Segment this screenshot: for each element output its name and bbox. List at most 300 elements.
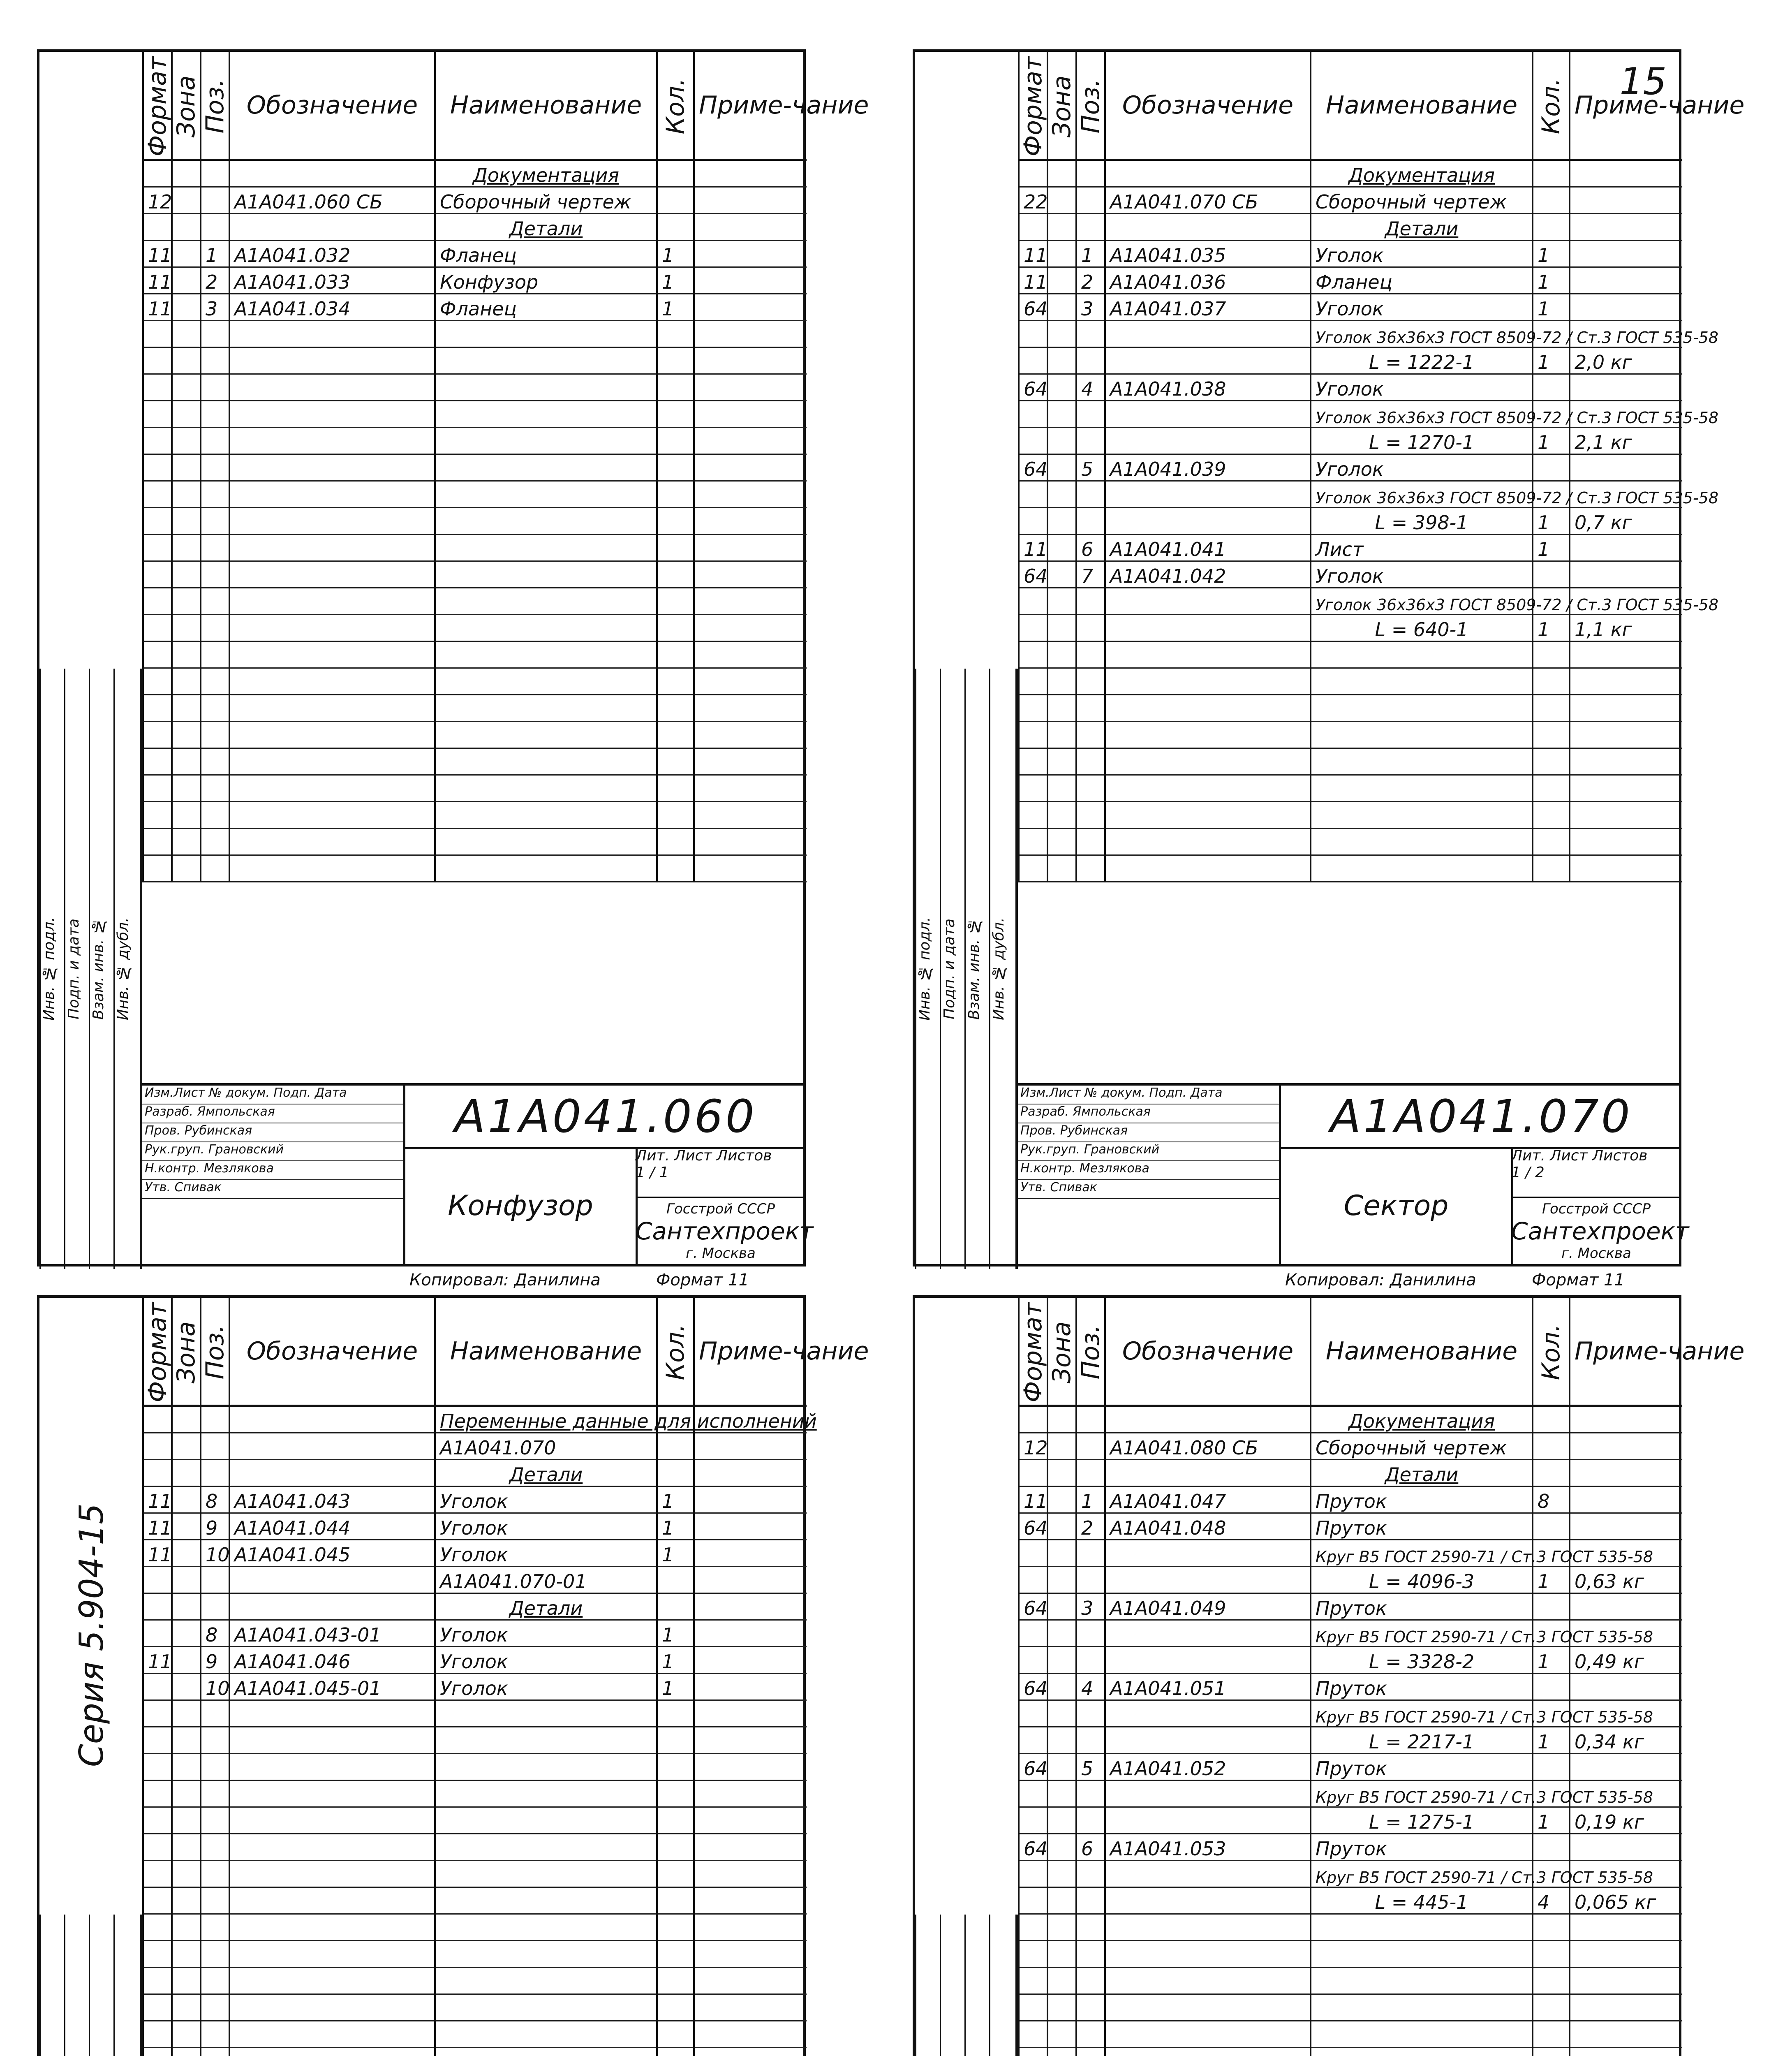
designation-cell: А1А041.036 [1105,267,1311,294]
table-row [1019,2021,1682,2048]
name-cell: Уголок [1311,294,1533,321]
note-cell: 2,1 кг [1570,428,1682,454]
table-row [143,374,807,401]
qty-cell: 1 [1533,347,1570,374]
side-label: Взам. инв. № [964,669,989,1269]
table-row [143,1674,807,1700]
format-cell: 11 [1019,267,1047,294]
name-cell: Пруток [1311,1754,1533,1780]
title-block [142,1083,814,1264]
designation-cell: А1А041.053 [1105,1834,1311,1861]
header-zone: Зона [1047,52,1076,160]
header-designation: Обозначение [1105,52,1311,160]
name-cell: Сборочный чертеж [1311,1433,1533,1460]
table-header [1019,52,1682,160]
table-row [1019,1540,1682,1567]
table-row [1019,695,1682,722]
name-cell: L = 398-1 [1311,508,1533,535]
table-row [1019,802,1682,829]
table-row [143,1620,807,1647]
designation-cell: А1А041.052 [1105,1754,1311,1780]
drawing-code: А1А041.060 [405,1086,806,1149]
signatures: Изм.Лист № докум. Подп. Дата Разраб. Ямпольская Пров. Рубинская Рук.груп. Грановский Н.контр. Мезлякова Утв. Спивак [1018,1086,1281,1264]
side-label [915,1915,940,2056]
header-note: Приме-чание [694,52,807,160]
qty-cell: 1 [1533,1567,1570,1593]
table-row [1019,1460,1682,1486]
qty-cell: 1 [657,267,694,294]
name-cell: Детали [435,1593,657,1620]
qty-cell: 1 [1533,241,1570,267]
name-cell: Уголок 36х36х3 ГОСТ 8509-72 / Ст.3 ГОСТ 535-58 [1311,321,1533,347]
format-cell: 11 [143,1486,172,1513]
qty-cell: 1 [657,1674,694,1700]
qty-cell: 1 [1533,535,1570,561]
designation-cell: А1А041.032 [229,241,435,267]
table-row [143,1861,807,1887]
name-cell: Детали [435,1460,657,1486]
table-row [1019,1674,1682,1700]
header-designation: Обозначение [229,1298,435,1406]
qty-cell: 1 [657,294,694,321]
table-row [1019,588,1682,615]
table-row [1019,1807,1682,1834]
header-zone: Зона [172,52,201,160]
table-row [1019,775,1682,802]
note-cell: 0,19 кг [1570,1807,1682,1834]
designation-cell: А1А041.043-01 [229,1620,435,1647]
qty-cell: 1 [1533,428,1570,454]
table-row [143,508,807,535]
table-row [1019,160,1682,187]
table-row [1019,1834,1682,1861]
format-cell: 64 [1019,1513,1047,1540]
pos-cell: 7 [1076,561,1105,588]
pos-cell: 3 [201,294,229,321]
qty-cell: 1 [1533,294,1570,321]
sheet-060 [37,49,869,1290]
name-cell: Уголок [435,1513,657,1540]
table-row [1019,1968,1682,1994]
name-cell: Уголок [435,1620,657,1647]
header-name: Наименование [1311,1298,1533,1406]
name-cell: Пруток [1311,1486,1533,1513]
table-row [143,2048,807,2056]
side-block [915,1915,1018,2056]
pos-cell: 8 [201,1620,229,1647]
header-note: Приме-чание [1570,52,1682,160]
pos-cell: 5 [1076,1754,1105,1780]
table-row [143,1887,807,1914]
table-header [143,52,807,160]
table-row [1019,241,1682,267]
side-label: Инв. № дубл. [989,669,1015,1269]
pos-cell: 4 [1076,374,1105,401]
qty-cell: 4 [1533,1887,1570,1914]
table-row [143,187,807,214]
table-row [143,160,807,187]
format-cell: 64 [1019,1834,1047,1861]
table-row [143,347,807,374]
lit-sheet: Лит. Лист Листов 1 / 1 [636,1147,806,1198]
side-label [113,1915,140,2056]
header-format: Формат [1019,1298,1047,1406]
name-cell: Уголок 36х36х3 ГОСТ 8509-72 / Ст.3 ГОСТ 535-58 [1311,481,1533,508]
designation-cell: А1А041.080 СБ [1105,1433,1311,1460]
name-cell: Пруток [1311,1674,1533,1700]
format-cell: 64 [1019,374,1047,401]
format-cell: 64 [1019,1754,1047,1780]
header-qty: Кол. [657,52,694,160]
format-cell: 11 [143,241,172,267]
table-row [1019,615,1682,641]
table-row [1019,1727,1682,1754]
header-format: Формат [1019,52,1047,160]
table-row [1019,267,1682,294]
name-cell: Уголок [1311,241,1533,267]
qty-cell: 1 [1533,615,1570,641]
sheet-080 [913,1295,1745,2056]
table-row [1019,214,1682,241]
table-row [1019,321,1682,347]
drawing-title: Конфузор [405,1147,638,1264]
pos-cell: 1 [1076,241,1105,267]
name-cell: Лист [1311,535,1533,561]
table-row [1019,1620,1682,1647]
side-label: Подп. и дата [64,669,89,1269]
sheet-070-2 [37,1295,869,2056]
pos-cell: 2 [201,267,229,294]
table-row [143,481,807,508]
format-cell: 11 [143,1540,172,1567]
header-pos: Поз. [1076,1298,1105,1406]
table-row [1019,1914,1682,1941]
table-row [1019,1941,1682,1968]
table-row [1019,401,1682,428]
name-cell: L = 1275-1 [1311,1807,1533,1834]
pos-cell: 1 [1076,1486,1105,1513]
note-cell: 1,1 кг [1570,615,1682,641]
copied-by: Копировал: Данилина [1285,1271,1476,1290]
header-qty: Кол. [1533,1298,1570,1406]
designation-cell: А1А041.038 [1105,374,1311,401]
table-row [143,1994,807,2021]
side-block [39,1915,142,2056]
table-row [1019,1593,1682,1620]
pos-cell: 10 [201,1540,229,1567]
designation-cell: А1А041.039 [1105,454,1311,481]
designation-cell: А1А041.035 [1105,241,1311,267]
note-cell: 0,7 кг [1570,508,1682,535]
format-cell: 64 [1019,454,1047,481]
side-label: Инв. № подл. [915,669,940,1269]
table-row [143,454,807,481]
name-cell: Уголок [435,1486,657,1513]
name-cell: Уголок [1311,374,1533,401]
side-label [64,1915,89,2056]
pos-cell: 2 [1076,267,1105,294]
header-zone: Зона [1047,1298,1076,1406]
note-cell: 0,63 кг [1570,1567,1682,1593]
table-row [143,294,807,321]
qty-cell: 1 [1533,1647,1570,1674]
name-cell: Детали [1311,1460,1533,1486]
header-name: Наименование [435,52,657,160]
name-cell: Конфузор [435,267,657,294]
signatures: Изм.Лист № докум. Подп. Дата Разраб. Ямпольская Пров. Рубинская Рук.груп. Грановский Н.контр. Мезлякова Утв. Спивак [142,1086,405,1264]
format-cell: 64 [1019,294,1047,321]
table-row [1019,347,1682,374]
table-row [1019,187,1682,214]
format-cell: 11 [143,1647,172,1674]
qty-cell: 1 [657,1513,694,1540]
table-row [143,1807,807,1834]
qty-cell: 1 [657,241,694,267]
table-row [1019,855,1682,882]
pos-cell: 3 [1076,294,1105,321]
table-row [1019,1406,1682,1433]
name-cell: L = 1222-1 [1311,347,1533,374]
name-cell: Уголок [1311,561,1533,588]
pos-cell: 10 [201,1674,229,1700]
name-cell: Уголок [435,1647,657,1674]
pos-cell: 4 [1076,1674,1105,1700]
designation-cell: А1А041.051 [1105,1674,1311,1700]
drawing-code: А1А041.070 [1281,1086,1681,1149]
side-label [89,1915,113,2056]
name-cell: Сборочный чертеж [1311,187,1533,214]
qty-cell: 1 [1533,1727,1570,1754]
table-row [1019,561,1682,588]
header-format: Формат [143,52,172,160]
name-cell: Пруток [1311,1513,1533,1540]
designation-cell: А1А041.037 [1105,294,1311,321]
side-block [39,669,142,1269]
designation-cell: А1А041.033 [229,267,435,294]
spec-table [1018,1298,1745,2056]
pos-cell: 5 [1076,454,1105,481]
header-qty: Кол. [657,1298,694,1406]
organization: Госстрой СССР Сантехпроект г. Москва [636,1201,814,1262]
format-cell: 12 [143,187,172,214]
table-row [1019,1486,1682,1513]
side-label [39,1915,64,2056]
format-cell: 12 [1019,1433,1047,1460]
format-cell: 22 [1019,187,1047,214]
qty-cell: 1 [657,1647,694,1674]
table-row [143,561,807,588]
header-pos: Поз. [201,1298,229,1406]
header-designation: Обозначение [1105,1298,1311,1406]
table-row [143,641,807,668]
table-row [143,1834,807,1861]
designation-cell: А1А041.043 [229,1486,435,1513]
table-row [1019,748,1682,775]
designation-cell: А1А041.049 [1105,1593,1311,1620]
designation-cell: А1А041.046 [229,1647,435,1674]
table-row [143,1914,807,1941]
name-cell: Уголок [435,1674,657,1700]
table-row [143,1727,807,1754]
name-cell: L = 4096-3 [1311,1567,1533,1593]
table-row [1019,1700,1682,1727]
designation-cell: А1А041.047 [1105,1486,1311,1513]
side-label: Подп. и дата [940,669,964,1269]
note-cell: 0,49 кг [1570,1647,1682,1674]
side-label: Инв. № подл. [39,669,64,1269]
spec-table [1018,52,1745,882]
table-row [143,321,807,347]
table-row [143,1433,807,1460]
table-row [1019,641,1682,668]
name-cell: L = 1270-1 [1311,428,1533,454]
table-row [143,722,807,748]
table-row [143,1460,807,1486]
name-cell: А1А041.070-01 [435,1567,657,1593]
table-row [143,1754,807,1780]
table-row [1019,1994,1682,2021]
format-label: Формат 11 [656,1271,749,1290]
table-row [143,695,807,722]
page-number: 15 [1619,60,1667,103]
table-row [143,1941,807,1968]
table-row [143,1540,807,1567]
table-row [143,855,807,882]
format-cell: 11 [1019,241,1047,267]
pos-cell: 9 [201,1647,229,1674]
name-cell: Сборочный чертеж [435,187,657,214]
name-cell: Уголок 36х36х3 ГОСТ 8509-72 / Ст.3 ГОСТ 535-58 [1311,588,1533,615]
table-row [143,2021,807,2048]
table-row [1019,668,1682,695]
table-row [143,1406,807,1433]
note-cell: 2,0 кг [1570,347,1682,374]
header-designation: Обозначение [229,52,435,160]
name-cell: Круг В5 ГОСТ 2590-71 / Ст.3 ГОСТ 535-58 [1311,1620,1533,1647]
designation-cell: А1А041.045-01 [229,1674,435,1700]
designation-cell: А1А041.034 [229,294,435,321]
table-row [143,535,807,561]
table-row [143,829,807,855]
title-block [1018,1083,1689,1264]
table-row [143,241,807,267]
name-cell: Круг В5 ГОСТ 2590-71 / Ст.3 ГОСТ 535-58 [1311,1700,1533,1727]
table-row [1019,1647,1682,1674]
spec-table [142,52,869,882]
table-row [143,214,807,241]
name-cell: Детали [1311,214,1533,241]
table-row [1019,428,1682,454]
table-row [1019,1780,1682,1807]
name-cell: Переменные данные для исполнений [435,1406,657,1433]
qty-cell: 1 [1533,1807,1570,1834]
header-name: Наименование [1311,52,1533,160]
header-format: Формат [143,1298,172,1406]
table-row [143,1968,807,1994]
pos-cell: 1 [201,241,229,267]
name-cell: Фланец [435,294,657,321]
format-cell: 64 [1019,561,1047,588]
lit-sheet: Лит. Лист Листов 1 / 2 [1511,1147,1681,1198]
name-cell: Круг В5 ГОСТ 2590-71 / Ст.3 ГОСТ 535-58 [1311,1780,1533,1807]
format-cell: 11 [143,1513,172,1540]
name-cell: Уголок [435,1540,657,1567]
name-cell: Фланец [435,241,657,267]
table-row [1019,1887,1682,1914]
table-row [143,615,807,641]
table-row [1019,1861,1682,1887]
table-row [1019,2048,1682,2056]
table-row [1019,508,1682,535]
format-cell: 11 [143,267,172,294]
header-zone: Зона [172,1298,201,1406]
table-row [143,588,807,615]
designation-cell: А1А041.048 [1105,1513,1311,1540]
designation-cell: А1А041.045 [229,1540,435,1567]
qty-cell: 8 [1533,1486,1570,1513]
name-cell: Детали [435,214,657,241]
format-cell: 64 [1019,1674,1047,1700]
designation-cell: А1А041.060 СБ [229,187,435,214]
name-cell: L = 2217-1 [1311,1727,1533,1754]
side-label [964,1915,989,2056]
header-pos: Поз. [1076,52,1105,160]
table-row [1019,294,1682,321]
pos-cell: 6 [1076,1834,1105,1861]
table-row [1019,374,1682,401]
table-row [143,1486,807,1513]
header-pos: Поз. [201,52,229,160]
table-row [143,1700,807,1727]
format-label: Формат 11 [1532,1271,1625,1290]
name-cell: Документация [1311,160,1533,187]
side-block [915,669,1018,1269]
header-note: Приме-чание [694,1298,807,1406]
table-header [1019,1298,1682,1406]
table-row [143,1780,807,1807]
side-label: Инв. № дубл. [113,669,140,1269]
table-header [143,1298,807,1406]
pos-cell: 3 [1076,1593,1105,1620]
name-cell: Документация [435,160,657,187]
spec-table [142,1298,869,2056]
header-name: Наименование [435,1298,657,1406]
format-cell: 11 [1019,535,1047,561]
note-cell: 0,065 кг [1570,1887,1682,1914]
side-label: Взам. инв. № [89,669,113,1269]
table-row [143,802,807,829]
format-cell: 11 [143,294,172,321]
name-cell: Документация [1311,1406,1533,1433]
format-cell: 11 [1019,1486,1047,1513]
pos-cell: 2 [1076,1513,1105,1540]
table-row [1019,1567,1682,1593]
designation-cell: А1А041.044 [229,1513,435,1540]
side-label [940,1915,964,2056]
name-cell: L = 445-1 [1311,1887,1533,1914]
pos-cell: 6 [1076,535,1105,561]
table-row [1019,535,1682,561]
table-row [143,775,807,802]
name-cell: Пруток [1311,1593,1533,1620]
table-row [1019,1513,1682,1540]
name-cell: L = 640-1 [1311,615,1533,641]
name-cell: Фланец [1311,267,1533,294]
designation-cell: А1А041.041 [1105,535,1311,561]
table-row [143,428,807,454]
name-cell: Пруток [1311,1834,1533,1861]
organization: Госстрой СССР Сантехпроект г. Москва [1511,1201,1689,1262]
